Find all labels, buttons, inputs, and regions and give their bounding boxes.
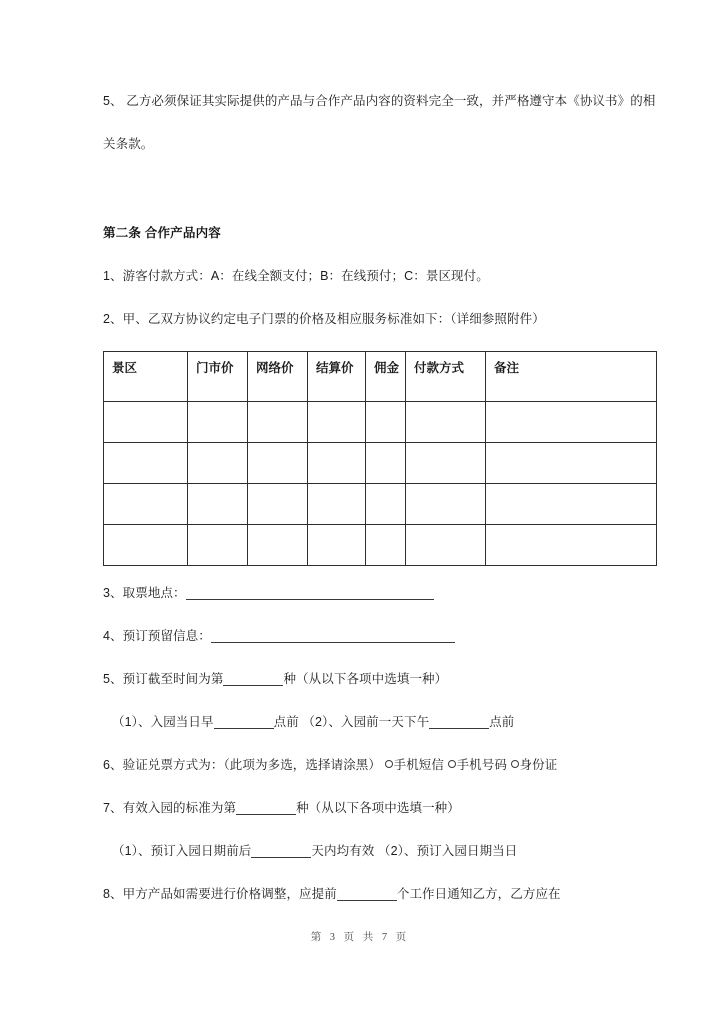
booking-reserved-info-blank[interactable] bbox=[211, 629, 455, 643]
cell-commission[interactable] bbox=[366, 484, 406, 525]
entry-standard-option-blank[interactable] bbox=[236, 801, 296, 815]
radio-circle-icon[interactable] bbox=[511, 760, 519, 768]
cell-commission[interactable] bbox=[366, 402, 406, 443]
table-header-row bbox=[104, 352, 657, 402]
clause-item-3 bbox=[103, 572, 657, 615]
option-mobile-number-label: 手机号码 bbox=[456, 758, 507, 772]
cutoff-prev-day-hour-blank[interactable] bbox=[429, 715, 489, 729]
sub-option-2-label: 点前 （2）、入园前一天下午 bbox=[273, 715, 430, 729]
section-heading: 第二条 合作产品内容 bbox=[103, 226, 221, 240]
cell-online-price[interactable] bbox=[248, 402, 308, 443]
price-table bbox=[103, 351, 657, 566]
cell-payment-type[interactable] bbox=[406, 402, 486, 443]
radio-circle-icon[interactable] bbox=[448, 760, 456, 768]
option-id-card[interactable] bbox=[511, 744, 558, 787]
page-content bbox=[103, 80, 657, 916]
clause-item-4-label: 4、预订预留信息： bbox=[103, 629, 211, 643]
booking-cutoff-option-blank[interactable] bbox=[223, 672, 283, 686]
clause-item-5-continued: 5、 乙方必须保证其实际提供的产品与合作产品内容的资料完全一致，并严格遵守本《协议书》的相关条款。 bbox=[103, 94, 656, 151]
section-spacer bbox=[103, 166, 657, 212]
column-header-online-price: 网络价 bbox=[248, 352, 308, 402]
clause-item-6 bbox=[103, 744, 657, 787]
cell-online-price[interactable] bbox=[248, 525, 308, 566]
cell-remarks[interactable] bbox=[486, 484, 657, 525]
ticket-pickup-location-blank[interactable] bbox=[186, 586, 434, 600]
column-header-scenic-area: 景区 bbox=[104, 352, 188, 402]
price-adjust-notice-days-blank[interactable] bbox=[337, 887, 397, 901]
page-footer bbox=[0, 929, 720, 944]
entry-sub-option-2-label: 天内均有效 （2）、预订入园日期当日 bbox=[311, 844, 518, 858]
cell-settle-price[interactable] bbox=[308, 443, 366, 484]
cell-commission[interactable] bbox=[366, 443, 406, 484]
column-header-settle-price: 结算价 bbox=[308, 352, 366, 402]
clause-item-8-label: 8、甲方产品如需要进行价格调整，应提前 bbox=[103, 887, 337, 901]
cell-scenic-area[interactable] bbox=[104, 484, 188, 525]
entry-sub-option-1-label: （1）、预订入园日期前后 bbox=[112, 844, 252, 858]
option-sms-label: 手机短信 bbox=[393, 758, 444, 772]
cell-remarks[interactable] bbox=[486, 443, 657, 484]
clause-item-8-suffix: 个工作日通知乙方，乙方应在 bbox=[396, 887, 561, 901]
clause-item-3-label: 3、取票地点： bbox=[103, 586, 186, 600]
column-header-gate-price: 门市价 bbox=[188, 352, 248, 402]
option-id-card-label: 身份证 bbox=[519, 758, 558, 772]
clause-item-1: 1、游客付款方式：A：在线全额支付；B：在线预付；C：景区现付。 bbox=[103, 269, 489, 283]
clause-item-8 bbox=[103, 873, 657, 916]
option-mobile-number[interactable] bbox=[448, 744, 507, 787]
clause-item-6-label: 6、验证兑票方式为：（此项为多选，选择请涂黑） bbox=[103, 758, 382, 772]
option-sms[interactable] bbox=[385, 744, 444, 787]
price-table-body bbox=[104, 402, 657, 566]
table-row[interactable] bbox=[104, 402, 657, 443]
cell-scenic-area[interactable] bbox=[104, 525, 188, 566]
sub-option-1-label: （1）、入园当日早 bbox=[112, 715, 214, 729]
clause-item-7-sub-options bbox=[103, 830, 657, 873]
cell-settle-price[interactable] bbox=[308, 525, 366, 566]
column-header-payment-type: 付款方式 bbox=[406, 352, 486, 402]
cell-gate-price[interactable] bbox=[188, 525, 248, 566]
verification-method-options bbox=[381, 758, 557, 772]
entry-validity-days-blank[interactable] bbox=[251, 844, 311, 858]
cell-scenic-area[interactable] bbox=[104, 443, 188, 484]
radio-circle-icon[interactable] bbox=[385, 760, 393, 768]
cell-gate-price[interactable] bbox=[188, 443, 248, 484]
clause-item-2: 2、甲、乙双方协议约定电子门票的价格及相应服务标准如下：（详细参照附件） bbox=[103, 312, 545, 326]
clause-item-5-label: 5、预订截至时间为第 bbox=[103, 672, 224, 686]
cell-online-price[interactable] bbox=[248, 443, 308, 484]
clause-item-5 bbox=[103, 658, 657, 701]
cell-payment-type[interactable] bbox=[406, 525, 486, 566]
column-header-commission: 佣金 bbox=[366, 352, 406, 402]
cell-settle-price[interactable] bbox=[308, 484, 366, 525]
cell-payment-type[interactable] bbox=[406, 484, 486, 525]
price-table-wrapper bbox=[103, 351, 657, 566]
cell-payment-type[interactable] bbox=[406, 443, 486, 484]
table-row[interactable] bbox=[104, 443, 657, 484]
cell-gate-price[interactable] bbox=[188, 402, 248, 443]
clause-item-5-sub-options bbox=[103, 701, 657, 744]
table-row[interactable] bbox=[104, 525, 657, 566]
clause-item-5-suffix: 种（从以下各项中选填一种） bbox=[283, 672, 448, 686]
page-number-label: 第 3 页 共 7 页 bbox=[310, 932, 410, 943]
column-header-remarks: 备注 bbox=[486, 352, 657, 402]
clause-item-7 bbox=[103, 787, 657, 830]
clause-item-7-label: 7、有效入园的标准为第 bbox=[103, 801, 237, 815]
cutoff-same-day-hour-blank[interactable] bbox=[214, 715, 274, 729]
price-table-head bbox=[104, 352, 657, 402]
table-row[interactable] bbox=[104, 484, 657, 525]
cell-remarks[interactable] bbox=[486, 525, 657, 566]
cell-remarks[interactable] bbox=[486, 402, 657, 443]
cell-settle-price[interactable] bbox=[308, 402, 366, 443]
cell-online-price[interactable] bbox=[248, 484, 308, 525]
clause-item-4 bbox=[103, 615, 657, 658]
sub-option-2-suffix: 点前 bbox=[489, 715, 515, 729]
cell-scenic-area[interactable] bbox=[104, 402, 188, 443]
clause-item-7-suffix: 种（从以下各项中选填一种） bbox=[296, 801, 460, 815]
cell-gate-price[interactable] bbox=[188, 484, 248, 525]
cell-commission[interactable] bbox=[366, 525, 406, 566]
